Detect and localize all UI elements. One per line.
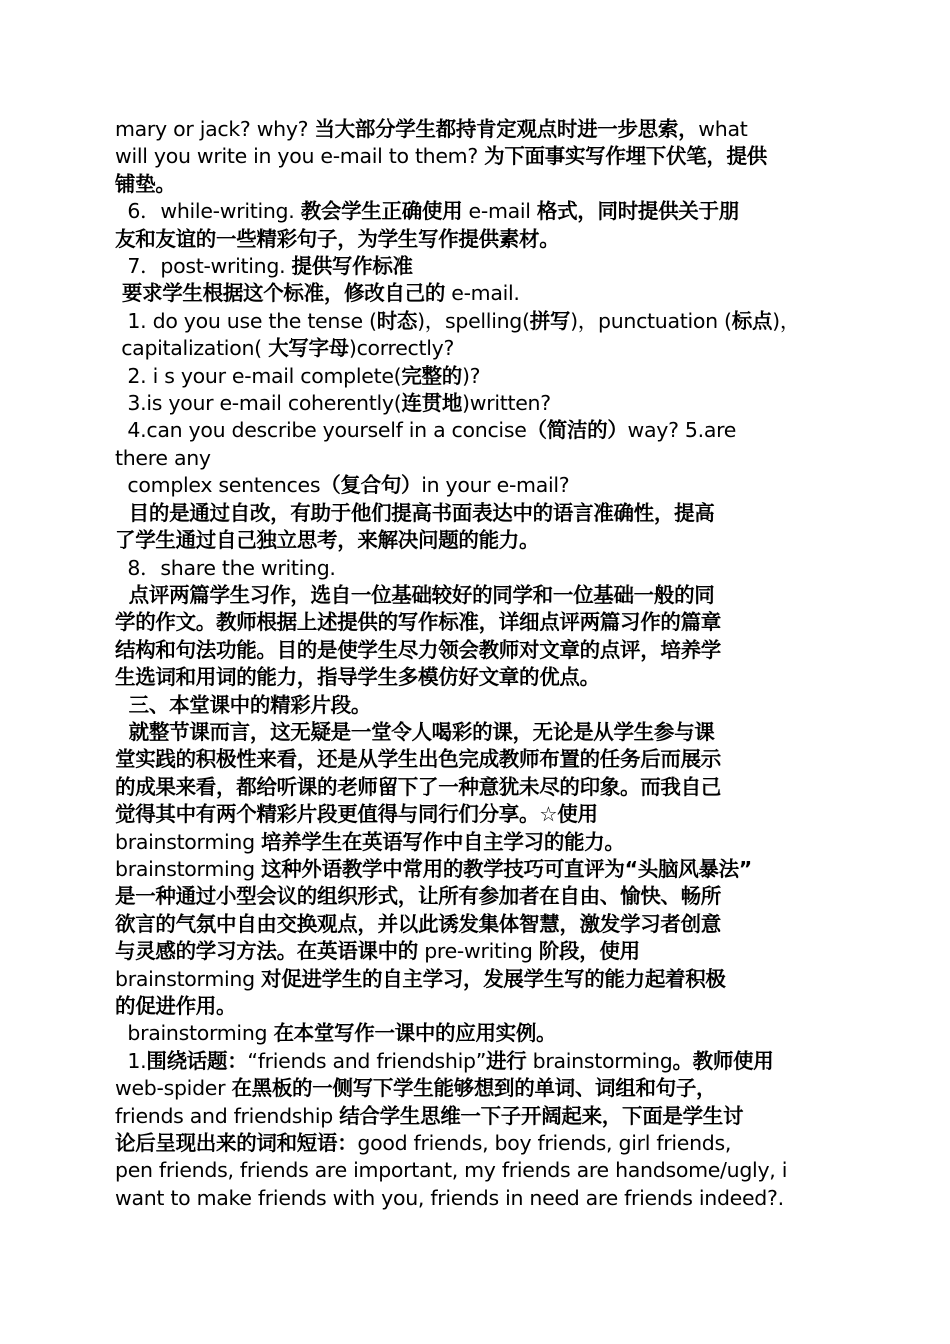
text-run: there any [115, 445, 211, 470]
bold-text-run: 了学生通过自己独立思考，来解决问题的能力。 [115, 528, 540, 553]
text-run: in your e-mail? [421, 473, 570, 498]
text-run: mary or jack? why? [115, 117, 315, 141]
bold-text-run: 大写字母 [268, 336, 349, 361]
text-run: want to make friends with you, friends in need are friends indeed?. [115, 1185, 784, 1210]
text-line [115, 527, 837, 554]
bold-text-run: 要求学生根据这个标准，修改自己的 [115, 281, 446, 306]
text-run: 1. do you use the tense ( [115, 308, 377, 333]
bold-text-run: （复合句） [320, 473, 422, 498]
text-run: )， [772, 308, 801, 333]
text-run: e-mail. [445, 281, 520, 306]
bold-text-run: 教会学生正确使用 [300, 199, 463, 224]
text-line [115, 1048, 837, 1075]
text-line [115, 883, 837, 910]
bold-text-run: 生选词和用词的能力，指导学生多模仿好文章的优点。 [115, 665, 600, 690]
bold-text-run: 学的作文。教师根据上述提供的写作标准，详细点评两篇习作的篇章 [115, 610, 721, 635]
text-line [115, 417, 837, 444]
bold-text-run: 目的是通过自改，有助于他们提高书面表达中的语言准确性，提高 [115, 500, 715, 525]
bold-text-run: 为下面事实写作埋下伏笔，提供 [484, 144, 767, 169]
text-line [115, 829, 837, 856]
bold-text-run: 这种外语教学中常用的教学技巧可直评为“头脑风暴法” [261, 856, 752, 881]
text-line [115, 253, 837, 280]
bold-text-run: 是一种通过小型会议的组织形式，让所有参加者在自由、愉快、畅所 [115, 884, 721, 909]
bold-text-run: 堂实践的积极性来看，还是从学生出色完成教师布置的任务后而展示 [115, 747, 721, 772]
bold-text-run: 铺垫。 [115, 171, 176, 196]
text-run: )，punctuation ( [570, 308, 732, 333]
text-run: )，spelling( [417, 308, 530, 333]
bold-text-run: 就整节课而言，这无疑是一堂令人喝彩的课，无论是从学生参与课 [115, 719, 715, 744]
text-line [115, 692, 837, 719]
text-run: pen friends, friends are important, my friends are handsome/ugly, i [115, 1158, 788, 1183]
bold-text-run: 结合学生思维一下子开阔起来，下面是学生讨 [339, 1103, 744, 1128]
text-line [115, 445, 837, 472]
bold-text-run: 格式，同时提供关于朋 [536, 199, 739, 224]
text-run: brainstorming [526, 1048, 673, 1073]
text-run: 1. [115, 1048, 147, 1073]
bold-text-run: 点评两篇学生习作，选自一位基础较好的同学和一位基础一般的同 [115, 582, 715, 607]
bold-text-run: 与灵感的学习方法。在英语课中的 [115, 939, 418, 964]
bold-text-run: 在黑板的一侧写下学生能够想到的单词、词组和句子， [231, 1076, 717, 1101]
bold-text-run: 当大部分学生都持肯定观点时进一步思索， [314, 117, 699, 141]
bold-text-run: 觉得其中有两个精彩片段更值得与同行们分享。☆使用 [115, 802, 598, 827]
text-line [115, 1130, 837, 1157]
document-page [115, 116, 837, 1212]
text-run: capitalization( [115, 336, 269, 361]
text-run: will you write in you e-mail to them? [115, 144, 485, 169]
bold-text-run: 在本堂写作一课中的应用实例。 [273, 1021, 557, 1046]
text-run: brainstorming [115, 856, 262, 881]
text-run: “friends and friendship” [247, 1048, 487, 1073]
bold-text-run: 友和友谊的一些精彩句子，为学生写作提供素材。 [115, 226, 560, 251]
text-run: )? [461, 363, 481, 388]
text-line [115, 335, 837, 362]
text-run: what [698, 117, 748, 141]
text-line [115, 1185, 837, 1212]
bold-text-run: 围绕话题： [146, 1048, 248, 1073]
bold-text-run: 标点 [731, 308, 773, 333]
bold-text-run: （简洁的） [526, 418, 628, 443]
text-line [115, 746, 837, 773]
text-run: 2. i s your e-mail complete( [115, 363, 402, 388]
bold-text-run: 的成果来看，都给听课的老师留下了一种意犹未尽的印象。而我自己 [115, 774, 721, 799]
text-run: brainstorming [115, 966, 262, 991]
bold-text-run: 拼写 [529, 308, 571, 333]
text-run: )correctly? [348, 336, 455, 361]
text-line [115, 280, 837, 307]
bold-text-run: 三、本堂课中的精彩片段。 [115, 692, 372, 717]
text-run: friends and friendship [115, 1103, 340, 1128]
text-run: 4.can you describe yourself in a concise [115, 418, 527, 443]
bold-text-run: 培养学生在英语写作中自主学习的能力。 [261, 829, 625, 854]
text-run: 6．while-writing. [115, 199, 301, 224]
text-line [115, 582, 837, 609]
text-line [115, 664, 837, 691]
text-run: 7．post-writing. [115, 254, 292, 279]
text-run: way? 5.are [627, 418, 737, 443]
bold-text-run: 对促进学生的自主学习，发展学生写的能力起着积极 [261, 966, 726, 991]
text-line [115, 911, 837, 938]
bold-text-run: 。教师使用 [672, 1048, 774, 1073]
bold-text-run: 论后呈现出来的词和短语： [115, 1131, 358, 1156]
bold-text-run: 完整的 [401, 363, 462, 388]
text-line [115, 609, 837, 636]
text-line [115, 116, 837, 143]
text-line [115, 500, 837, 527]
text-run: good friends, boy friends, girl friends, [357, 1131, 732, 1156]
text-run: 3.is your e-mail coherently( [115, 391, 402, 416]
bold-text-run: 结构和句法功能。目的是使学生尽力领会教师对文章的点评，培养学 [115, 637, 721, 662]
text-line [115, 363, 837, 390]
text-run: pre-writing [418, 939, 539, 964]
bold-text-run: 提供写作标准 [291, 254, 413, 279]
text-run: 8．share the writing. [115, 555, 336, 580]
text-line [115, 637, 837, 664]
bold-text-run: 的促进作用。 [115, 994, 237, 1018]
text-line [115, 308, 837, 335]
text-line [115, 143, 837, 170]
text-line [115, 719, 837, 746]
text-line [115, 801, 837, 828]
text-run: )written? [462, 391, 551, 416]
text-line [115, 171, 837, 198]
bold-text-run: 连贯地 [401, 391, 463, 416]
text-run: e-mail [462, 199, 537, 224]
text-run: web-spider [115, 1076, 232, 1101]
text-run: complex sentences [115, 473, 321, 498]
bold-text-run: 时态 [376, 308, 418, 333]
bold-text-run: 进行 [486, 1048, 527, 1073]
text-line [115, 774, 837, 801]
text-line [115, 1103, 837, 1130]
text-line [115, 472, 837, 499]
text-line [115, 856, 837, 883]
text-line [115, 198, 837, 225]
text-line [115, 966, 837, 993]
text-line [115, 226, 837, 253]
text-line [115, 390, 837, 417]
text-line [115, 1075, 837, 1102]
text-line [115, 938, 837, 965]
text-line [115, 1020, 837, 1047]
text-run: brainstorming [115, 1021, 274, 1046]
bold-text-run: 阶段，使用 [538, 939, 640, 964]
text-line [115, 555, 837, 582]
text-run: brainstorming [115, 829, 262, 854]
bold-text-run: 欲言的气氛中自由交换观点，并以此诱发集体智慧，激发学习者创意 [115, 911, 721, 936]
text-line [115, 993, 837, 1020]
text-line [115, 1157, 837, 1184]
